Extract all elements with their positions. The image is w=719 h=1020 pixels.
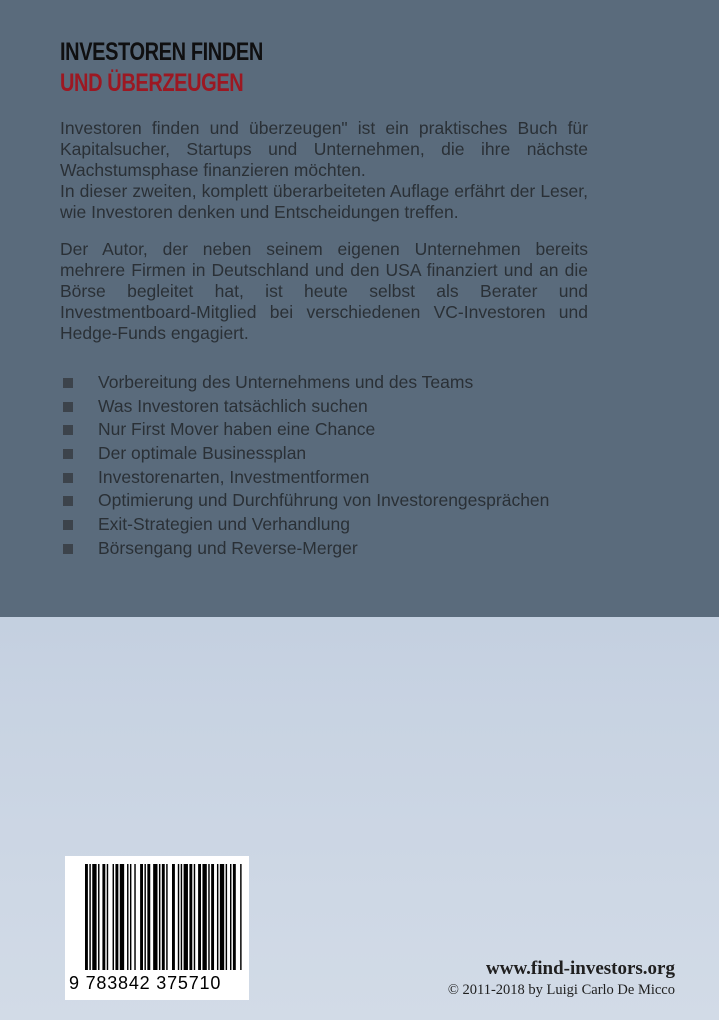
paragraph-text: In dieser zweiten, komplett überarbeiteten Auflage erfährt der Leser, wie Investoren denken und Entscheidungen treffen. bbox=[60, 181, 588, 222]
square-bullet-icon bbox=[63, 520, 73, 530]
list-item-label: Was Investoren tatsächlich suchen bbox=[98, 395, 368, 416]
list-item-label: Vorbereitung des Unternehmens und des Teams bbox=[98, 372, 474, 392]
isbn-barcode bbox=[65, 856, 249, 1000]
list-item-label: Investorenarten, Investmentformen bbox=[98, 466, 370, 487]
isbn-digits: 9 783842 375710 bbox=[69, 973, 222, 993]
square-bullet-icon bbox=[63, 544, 73, 554]
copyright-notice: © 2011-2018 by Luigi Carlo De Micco bbox=[447, 982, 675, 998]
list-item bbox=[63, 513, 549, 537]
list-item bbox=[63, 442, 549, 466]
list-item bbox=[63, 418, 549, 442]
paragraph-text: Der Autor, der neben seinem eigenen Unternehmen bereits mehrere Firmen in Deutschland und den USA finanziert und an die Börse begleitet hat, ist heute selbst als Berater und Investmentboard-Mitglied bei verschiedenen VC-Investoren und Hedge-Funds engagiert. bbox=[60, 239, 588, 343]
list-item-label: Der optimale Businessplan bbox=[98, 443, 307, 464]
square-bullet-icon bbox=[63, 402, 73, 412]
description-paragraph-2 bbox=[60, 239, 588, 344]
list-item bbox=[63, 489, 549, 513]
list-item-label: Nur First Mover haben eine Chance bbox=[98, 419, 376, 440]
list-item bbox=[63, 395, 549, 419]
square-bullet-icon bbox=[63, 378, 73, 388]
book-subtitle: UND ÜBERZEUGEN bbox=[60, 69, 244, 97]
description-paragraph-1 bbox=[60, 118, 588, 223]
list-item bbox=[63, 371, 549, 395]
list-item-label: Optimierung und Durchführung von Investorengesprächen bbox=[98, 490, 550, 511]
square-bullet-icon bbox=[63, 425, 73, 435]
paragraph-text: Investoren finden und überzeugen" ist ein praktisches Buch für Kapitalsucher, Startups und Unternehmen, die ihre nächste Wachstumsphase finanzieren möchten. bbox=[60, 118, 588, 180]
square-bullet-icon bbox=[63, 496, 73, 506]
website-url: www.find-investors.org bbox=[486, 958, 675, 979]
book-title: INVESTOREN FINDEN bbox=[60, 38, 263, 66]
topic-list bbox=[63, 371, 549, 561]
square-bullet-icon bbox=[63, 449, 73, 459]
list-item-label: Exit-Strategien und Verhandlung bbox=[98, 514, 350, 535]
list-item-label: Börsengang und Reverse-Merger bbox=[98, 537, 358, 558]
list-item bbox=[63, 466, 549, 490]
list-item bbox=[63, 537, 549, 561]
square-bullet-icon bbox=[63, 473, 73, 483]
